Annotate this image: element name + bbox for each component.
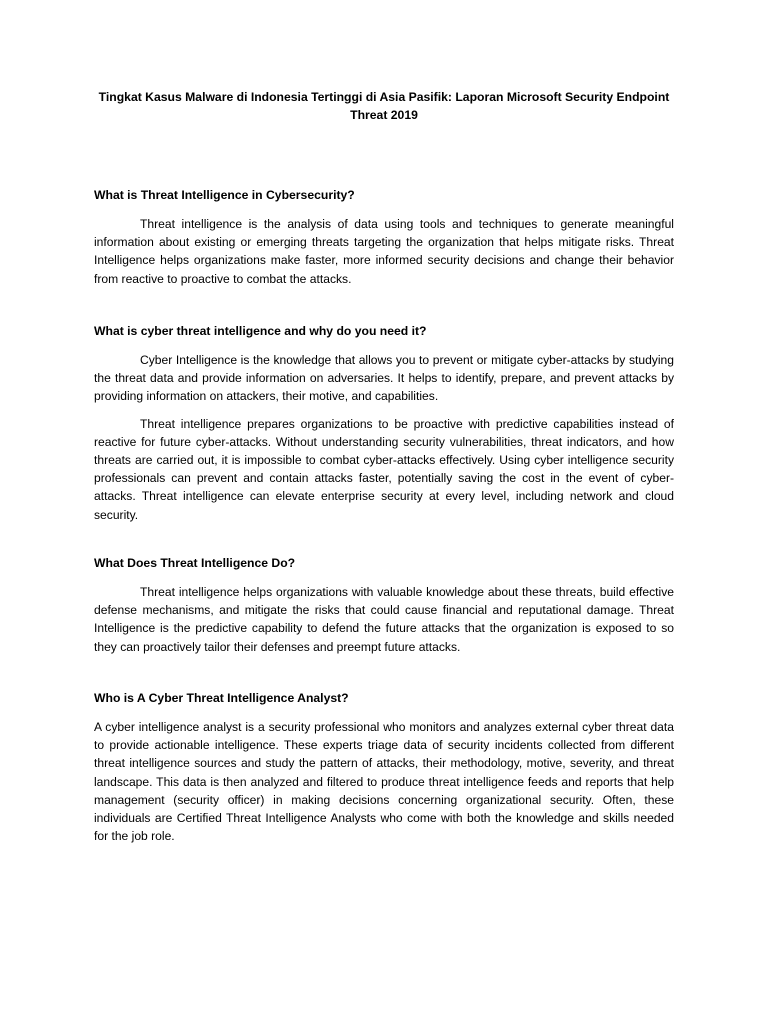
document-page [94, 0, 674, 1024]
paragraph: Threat intelligence prepares organizations to be proactive with predictive capabilities instead of reactive for future cyber-attacks. Without understanding security vulnerabilities, threat indicators, and how threats are carried out, it is impossible to combat cyber-attacks effectively. Using cyber intelligence security professionals can prevent and contain attacks faster, potentially saving the cost in the event of cyber-attacks. Threat intelligence can elevate enterprise security at every level, including network and cloud security. [94, 416, 674, 522]
paragraph: Threat intelligence helps organizations with valuable knowledge about these threats, build effective defense mechanisms, and mitigate the risks that could cause financial and reputational damage. Threat Intelligence is the predictive capability to defend the future attacks that the organization is exposed to so they can proactively tailor their defenses and preempt future attacks. [94, 585, 674, 654]
section-heading: What is cyber threat intelligence and why do you need it? [94, 324, 427, 338]
section-heading: What Does Threat Intelligence Do? [94, 556, 296, 570]
section-why-you-need-cti [94, 322, 674, 533]
section-heading: What is Threat Intelligence in Cybersecurity? [94, 188, 355, 202]
section-what-threat-intelligence-does [94, 554, 674, 665]
paragraph: Threat intelligence is the analysis of data using tools and techniques to generate meaningful information about existing or emerging threats targeting the organization that helps mitigate risks. Threat Intelligence helps organizations make faster, more informed security decisions and change their behavior from reactive to proactive to combat the attacks. [94, 217, 674, 286]
paragraph: Cyber Intelligence is the knowledge that allows you to prevent or mitigate cyber-attacks by studying the threat data and provide information on adversaries. It helps to identify, prepare, and prevent attacks by providing information on attackers, their motive, and capabilities. [94, 353, 674, 404]
section-cti-analyst [94, 689, 674, 854]
section-heading: Who is A Cyber Threat Intelligence Analyst? [94, 691, 349, 705]
paragraph: A cyber intelligence analyst is a security professional who monitors and analyzes external cyber threat data to provide actionable intelligence. These experts triage data of security incidents collected from different threat intelligence sources and study the pattern of attacks, their methodology, motive, severity, and threat landscape. This data is then analyzed and filtered to produce threat intelligence feeds and reports that help management (security officer) in making decisions concerning organizational security. Often, these individuals are Certified Threat Intelligence Analysts who come with both the knowledge and skills needed for the job role. [94, 720, 674, 844]
document-title: Tingkat Kasus Malware di Indonesia Tertinggi di Asia Pasifik: Laporan Microsoft Security Endpoint Threat 2019 [98, 90, 670, 122]
section-threat-intelligence-in-cybersecurity [94, 186, 674, 297]
